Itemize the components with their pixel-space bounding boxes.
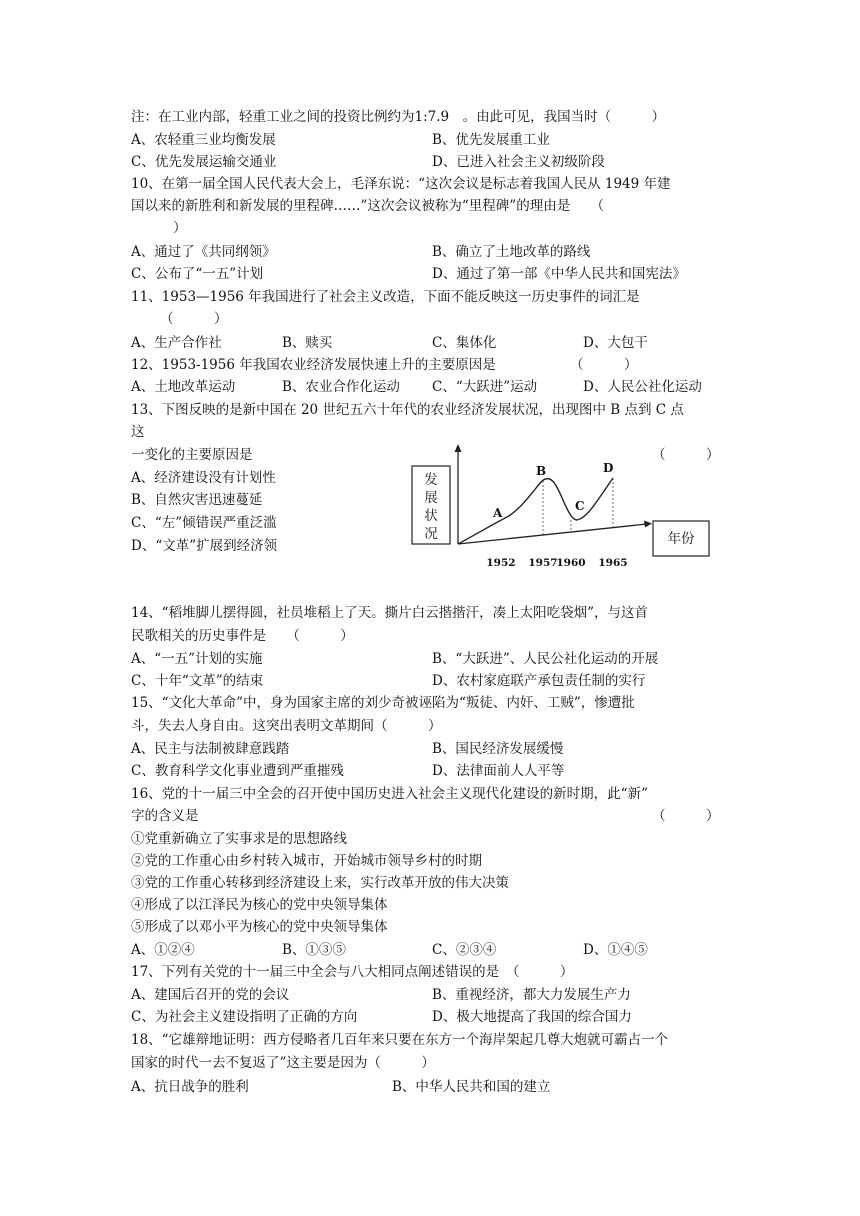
q18-stem-line1: 18、“它雄辩地证明：西方侵略者几百年来只要在东方一个海岸架起几尊大炮就可霸占一个: [131, 1032, 669, 1048]
q11-option-c: C、集体化: [432, 335, 497, 351]
q16-item-5: ⑤形成了以邓小平为核心的党中央领导集体: [131, 919, 388, 935]
q14-option-c: C、十年“文革”的结束: [131, 673, 264, 689]
q10-stem-line2: 国以来的新胜利和新发展的里程碑……”这次会议被称为“里程碑”的理由是 （: [131, 198, 604, 214]
point-label-b: B: [536, 464, 547, 478]
q14-option-a: A、“一五”计划的实施: [131, 651, 263, 667]
q16-option-c: C、②③④: [432, 942, 497, 958]
note-stem: 注：在工业内部，轻重工业之间的投资比例约为1:7.9 。由此可见，我国当时（ ）: [131, 109, 666, 125]
tick-label-1965: 1965: [598, 557, 628, 569]
q16-option-a: A、①②④: [131, 942, 195, 958]
x-axis: [458, 524, 647, 544]
q15-stem-line1: 15、“文化大革命”中，身为国家主席的刘少奇被诬陷为“叛徒、内奸、工贼”，惨遭批: [131, 695, 635, 711]
q13-answer-paren: （ ）: [652, 447, 720, 463]
note-option-c: C、优先发展运输交通业: [131, 154, 277, 170]
q12-option-b: B、农业合作化运动: [282, 379, 400, 395]
point-label-d: D: [603, 461, 614, 475]
q11-option-d: D、大包干: [583, 335, 648, 351]
q15-option-d: D、法律面前人人平等: [432, 763, 565, 779]
q11-option-b: B、赎买: [282, 335, 333, 351]
q16-item-2: ②党的工作重心由乡村转入城市，开始城市领导乡村的时期: [131, 853, 482, 869]
q10-option-d: D、通过了第一部《中华人民共和国宪法》: [432, 266, 686, 282]
q11-option-a: A、生产合作社: [131, 335, 222, 351]
y-axis-label: 发展状况: [424, 472, 438, 542]
q16-stem-line1: 16、党的十一届三中全会的召开使中国历史进入社会主义现代化建设的新时期，此“新”: [131, 786, 648, 802]
q10-option-b: B、确立了土地改革的路线: [432, 244, 591, 260]
q18-option-a: A、抗日战争的胜利: [131, 1079, 249, 1095]
q11-stem-line1: 11、1953—1956 年我国进行了社会主义改造，下面不能反映这一历史事件的词汇是: [131, 289, 640, 305]
q17-stem: 17、下列有关党的十一届三中全会与八大相同点阐述错误的是 （ ）: [131, 964, 574, 980]
x-axis-label: 年份: [667, 531, 695, 547]
y-axis-arrow: [455, 444, 462, 452]
q17-option-c: C、为社会主义建设指明了正确的方向: [131, 1009, 358, 1025]
q13-option-b: B、自然灾害迅速蔓延: [131, 492, 263, 508]
note-option-a: A、农轻重三业均衡发展: [131, 132, 276, 148]
q14-stem-line2: 民歌相关的历史事件是 （ ）: [131, 628, 354, 644]
q18-option-b: B、中华人民共和国的建立: [392, 1079, 551, 1095]
q11-stem-line2: （ ）: [160, 311, 228, 327]
q15-option-b: B、国民经济发展缓慢: [432, 741, 564, 757]
q14-stem-line1: 14、“稻堆脚儿摆得圆，社员堆稻上了天。撕片白云揩揩汗，凑上太阳吃袋烟”，与这首: [131, 605, 648, 621]
tick-label-1952: 1952: [486, 557, 516, 569]
q12-option-c: C、“大跃进”运动: [432, 379, 538, 395]
agri-development-chart: [405, 436, 720, 578]
point-label-a: A: [493, 506, 503, 520]
q13-stem-line3: 一变化的主要原因是: [131, 447, 253, 463]
q10-stem-line3: ）: [146, 220, 187, 236]
x-axis-arrow: [644, 521, 652, 528]
q13-option-a: A、经济建设没有计划性: [131, 470, 276, 486]
q15-option-a: A、民主与法制被肆意践踏: [131, 741, 290, 757]
q16-answer-paren: （ ）: [652, 808, 720, 824]
tick-label-1957: 1957: [528, 557, 558, 569]
q13-option-d: D、“文革”扩展到经济领: [131, 538, 278, 554]
q10-option-a: A、通过了《共同纲领》: [131, 244, 276, 260]
tick-label-1960: 1960: [556, 557, 586, 569]
q12-option-a: A、土地改革运动: [131, 379, 236, 395]
q16-item-1: ①党重新确立了实事求是的思想路线: [131, 831, 347, 847]
development-curve: [458, 478, 613, 544]
q16-item-3: ③党的工作重心转移到经济建设上来，实行改革开放的伟大决策: [131, 875, 509, 891]
note-option-d: D、已进入社会主义初级阶段: [432, 154, 605, 170]
q15-option-c: C、教育科学文化事业遭到严重摧残: [131, 763, 344, 779]
note-option-b: B、优先发展重工业: [432, 132, 550, 148]
q14-option-b: B、“大跃进”、人民公社化运动的开展: [432, 651, 659, 667]
q13-stem-line1: 13、下图反映的是新中国在 20 世纪五六十年代的农业经济发展状况，出现图中 B 点到 C 点: [131, 402, 684, 418]
q10-option-c: C、公布了“一五”计划: [131, 266, 264, 282]
point-label-c: C: [575, 499, 585, 513]
q17-option-d: D、极大地提高了我国的综合国力: [432, 1009, 632, 1025]
q16-item-4: ④形成了以江泽民为核心的党中央领导集体: [131, 897, 388, 913]
q14-option-d: D、农村家庭联产承包责任制的实行: [432, 673, 646, 689]
q17-option-a: A、建国后召开的党的会议: [131, 987, 290, 1003]
q15-stem-line2: 斗，失去人身自由。这突出表明文革期间（ ）: [131, 718, 442, 734]
q10-stem-line1: 10、在第一届全国人民代表大会上，毛泽东说：“这次会议是标志着我国人民从 1949 年建: [131, 176, 671, 192]
q16-option-d: D、①④⑤: [583, 942, 648, 958]
q12-option-d: D、人民公社化运动: [583, 379, 702, 395]
q13-option-c: C、“左”倾错误严重泛滥: [131, 515, 277, 531]
q16-stem-line2: 字的含义是: [131, 808, 199, 824]
q17-option-b: B、重视经济，都大力发展生产力: [432, 987, 631, 1003]
q16-option-b: B、①③⑤: [282, 942, 346, 958]
q13-stem-line2: 这: [131, 424, 145, 440]
q18-stem-line2: 国家的时代一去不复返了”这主要是因为（ ）: [131, 1055, 435, 1071]
q12-stem: 12、1953-1956 年我国农业经济发展快速上升的主要原因是 （ ）: [131, 357, 638, 373]
